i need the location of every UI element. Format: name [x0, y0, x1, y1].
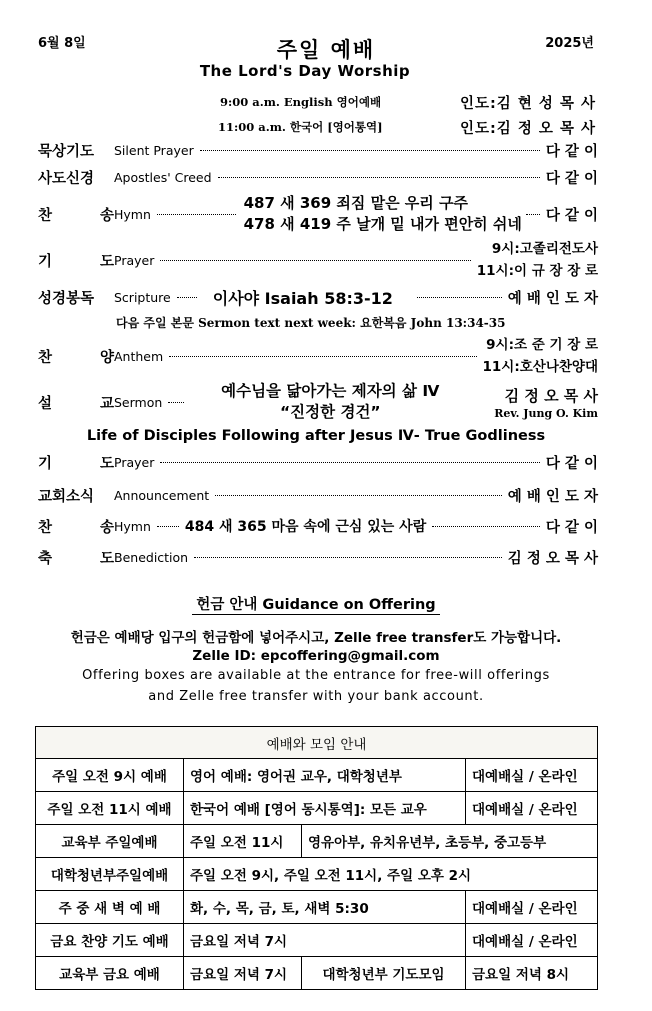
- table-row: [36, 825, 598, 858]
- order-label-ko: 설 교: [38, 395, 114, 412]
- schedule-label: 교육부 주일예배: [36, 825, 184, 858]
- dotted-leader: [157, 526, 179, 527]
- schedule-table: [35, 726, 598, 990]
- schedule-title: 예배와 모임 안내: [36, 727, 598, 759]
- offering-note-korean: 헌금은 예배당 입구의 헌금함에 넣어주시고, Zelle free transfer도 가능합니다.: [70, 630, 562, 646]
- order-label-en: Announcement: [114, 487, 210, 503]
- schedule-mode: 대예배실 / 온라인: [466, 924, 598, 957]
- order-silent-prayer: [38, 140, 598, 160]
- schedule-label: 대학청년부주일예배: [36, 858, 184, 891]
- service-leader-korean: 인도:김 정 오 목 사: [459, 121, 596, 137]
- order-responsible: 예 배 인 도 자: [507, 488, 598, 505]
- service-leader-english: 인도:김 현 성 목 사: [459, 96, 596, 112]
- order-responsible: 다 같 이: [545, 455, 598, 472]
- table-row: [36, 957, 598, 990]
- dotted-leader: [194, 557, 502, 558]
- schedule-detail: 화, 수, 목, 금, 토, 새벽 5:30: [184, 891, 466, 924]
- table-row: [36, 792, 598, 825]
- order-hymn-closing: [38, 516, 598, 536]
- table-header: [36, 727, 598, 759]
- order-label-en: Prayer: [114, 454, 155, 470]
- order-sermon: [38, 380, 598, 424]
- sermon-title-english: Life of Disciples Following after Jesus Ⅳ- True Godliness: [86, 428, 546, 444]
- table-row: [36, 891, 598, 924]
- dotted-leader: [200, 150, 540, 151]
- order-responsible: 다 같 이: [545, 170, 598, 187]
- order-label-ko: 축 도: [38, 550, 114, 567]
- schedule-mode: 영유아부, 유치유년부, 초등부, 중고등부: [302, 825, 598, 858]
- scripture-passage: 이사야 Isaiah 58:3-12: [212, 288, 393, 308]
- order-anthem: [38, 334, 598, 378]
- schedule-label: 교육부 금요 예배: [36, 957, 184, 990]
- order-label-en: Sermon: [114, 394, 163, 410]
- hymn-list: [244, 193, 522, 235]
- order-label-ko: 묵상기도: [38, 143, 95, 160]
- hymn-entry: 487 새 369 죄짐 맡은 우리 구주: [243, 194, 468, 212]
- order-label-en: Apostles' Creed: [114, 169, 212, 185]
- dotted-leader: [169, 356, 476, 357]
- year: 2025년: [545, 36, 594, 51]
- order-responsible: 김 정 오 목 사: [507, 550, 598, 567]
- service-time-korean: 11:00 a.m. 한국어 [영어통역]: [218, 120, 383, 134]
- order-label-en: Hymn: [114, 518, 151, 534]
- schedule-label: 금요 찬양 기도 예배: [36, 924, 184, 957]
- order-apostles-creed: [38, 167, 598, 187]
- schedule-detail-2-label: 대학청년부 기도모임: [302, 957, 466, 990]
- date: 6월 8일: [38, 36, 86, 51]
- order-label-ko: 사도신경: [38, 170, 95, 187]
- dotted-leader: [160, 462, 540, 463]
- schedule-label: 주 중 새 벽 예 배: [36, 891, 184, 924]
- schedule-mode: 대예배실 / 온라인: [466, 891, 598, 924]
- order-label-en: Silent Prayer: [114, 142, 194, 158]
- dotted-leader: [218, 177, 540, 178]
- schedule-detail: 주일 오전 11시: [184, 825, 302, 858]
- table-row: [36, 759, 598, 792]
- order-label-ko: 교회소식: [38, 488, 95, 505]
- dotted-leader: [168, 402, 184, 403]
- order-label-en: Scripture: [114, 289, 171, 305]
- order-label-ko: 기 도: [38, 455, 114, 472]
- order-label-en: Hymn: [114, 206, 151, 222]
- order-responsible: 예 배 인 도 자: [507, 290, 598, 307]
- order-label-ko: 기 도: [38, 253, 114, 270]
- order-label-ko: 찬 양: [38, 349, 114, 366]
- table-row: [36, 924, 598, 957]
- preacher-name-en: Rev. Jung O. Kim: [494, 406, 598, 420]
- offering-title: 헌금 안내 Guidance on Offering: [0, 593, 632, 614]
- schedule-detail: 금요일 저녁 7시: [184, 924, 466, 957]
- dotted-leader: [526, 214, 540, 215]
- offering-note-english: Offering boxes are available at the entrance for free-will offerings: [82, 668, 550, 683]
- sermon-title: [190, 381, 470, 423]
- dotted-leader: [215, 495, 502, 496]
- schedule-mode: 대예배실 / 온라인: [466, 759, 598, 792]
- dotted-leader: [432, 526, 540, 527]
- order-prayer: [38, 238, 598, 282]
- page-title-korean: 주일 예배: [276, 38, 376, 62]
- order-label-en: Benediction: [114, 549, 189, 565]
- order-responsible: 9시:고졸리전도사 11시:이 규 장 장 로: [476, 241, 598, 279]
- order-responsible: 다 같 이: [545, 519, 598, 536]
- order-label-en: Prayer: [114, 252, 155, 268]
- order-benediction: [38, 547, 598, 567]
- hymn-entry: 484 새 365 마음 속에 근심 있는 사람: [184, 519, 427, 535]
- schedule-detail: 한국어 예배 [영어 동시통역]: 모든 교우: [184, 792, 466, 825]
- schedule-detail-2: 금요일 저녁 8시: [466, 957, 598, 990]
- schedule-label: 주일 오전 11시 예배: [36, 792, 184, 825]
- dotted-leader: [157, 214, 236, 215]
- schedule-label: 주일 오전 9시 예배: [36, 759, 184, 792]
- order-scripture: [38, 286, 598, 308]
- order-label-ko: 성경봉독: [38, 290, 95, 307]
- order-label-ko: 찬 송: [38, 207, 114, 224]
- order-hymn-opening: [38, 192, 598, 236]
- schedule-detail: 영어 예배: 영어권 교우, 대학청년부: [184, 759, 466, 792]
- dotted-leader: [417, 297, 502, 298]
- sermon-title-line: “진정한 경건”: [279, 403, 381, 421]
- zelle-id: Zelle ID: epcoffering@gmail.com: [192, 648, 440, 664]
- schedule-mode: 대예배실 / 온라인: [466, 792, 598, 825]
- dotted-leader: [177, 297, 197, 298]
- next-week-text: 다음 주일 본문 Sermon text next week: 요한복음 John 13:34-35: [116, 316, 506, 330]
- service-time-english: 9:00 a.m. English 영어예배: [220, 95, 382, 109]
- preacher-name-ko: 김 정 오 목 사: [504, 386, 598, 405]
- preacher: [494, 385, 598, 420]
- offering-note-english-2: and Zelle free transfer with your bank account.: [148, 689, 484, 704]
- sermon-title-line: 예수님을 닮아가는 제자의 삶 Ⅳ: [221, 382, 440, 400]
- order-responsible: 다 같 이: [545, 143, 598, 160]
- order-prayer-closing: [38, 452, 598, 472]
- page-title-english: The Lord's Day Worship: [199, 62, 411, 80]
- order-label-en: Anthem: [114, 348, 164, 364]
- dotted-leader: [160, 260, 470, 261]
- order-responsible: 다 같 이: [545, 207, 598, 224]
- order-label-ko: 찬 송: [38, 519, 114, 536]
- order-announcement: [38, 485, 598, 505]
- order-responsible: 9시:조 준 기 장 로 11시:호산나찬양대: [482, 337, 598, 375]
- hymn-entry: 478 새 419 주 날개 밑 내가 편안히 쉬네: [243, 215, 522, 233]
- schedule-detail: 주일 오전 9시, 주일 오전 11시, 주일 오후 2시: [184, 858, 598, 891]
- table-row: [36, 858, 598, 891]
- schedule-detail: 금요일 저녁 7시: [184, 957, 302, 990]
